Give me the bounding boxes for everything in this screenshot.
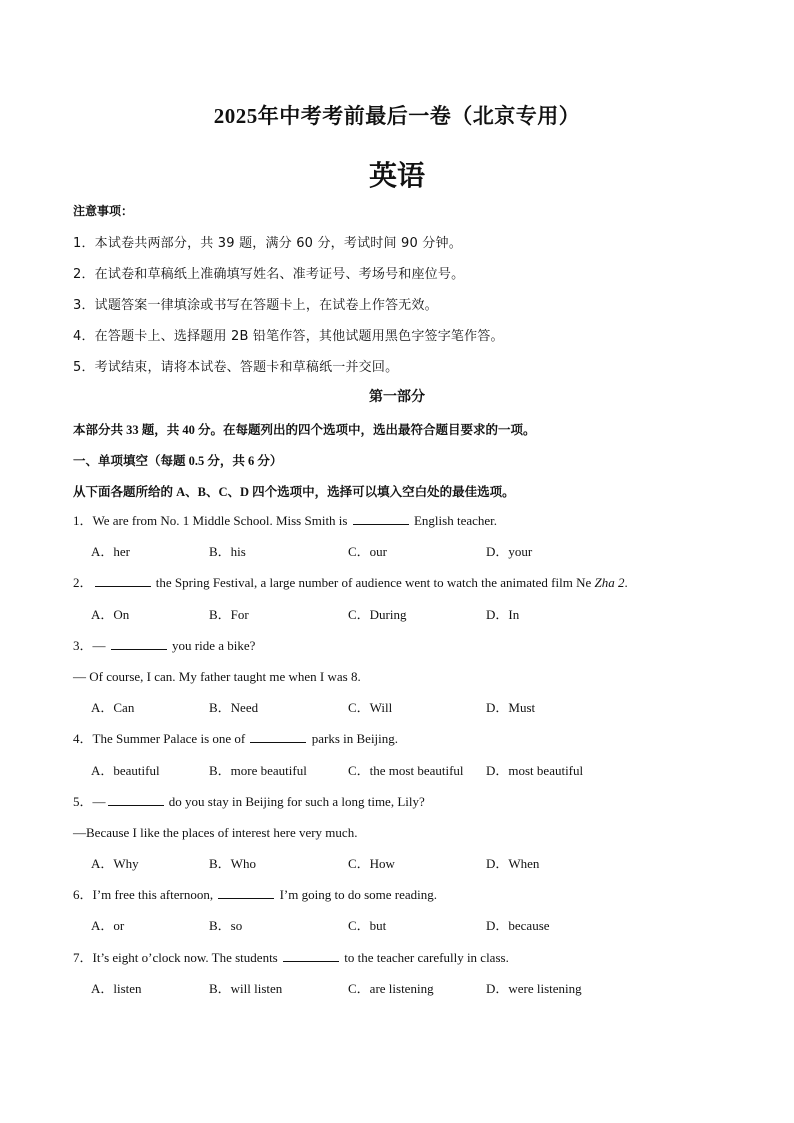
option-c: C．How <box>348 856 395 872</box>
option-c: C．our <box>348 544 388 560</box>
option-a: A．On <box>91 606 130 622</box>
answer-blank <box>250 730 306 743</box>
notice-item: 1．本试卷共两部分，共 39 题，满分 60 分，考试时间 90 分钟。 <box>73 236 462 251</box>
option-c: C．the most beautiful <box>348 762 464 778</box>
question-5 <box>73 793 733 824</box>
option-a: A．Can <box>91 700 135 716</box>
options-row <box>73 606 733 637</box>
question-number: 2． <box>73 575 93 591</box>
option-c: C．but <box>348 918 387 934</box>
dialogue-reply: — Of course, I can. My father taught me when I was 8. <box>73 668 361 684</box>
question-text-after: English teacher. <box>413 513 498 528</box>
option-b: B．will listen <box>209 980 283 996</box>
question-text-before: — <box>92 637 106 653</box>
options-row <box>73 699 733 730</box>
option-b: B．Need <box>209 700 259 716</box>
question-text-after: I’m going to do some reading. <box>279 887 437 903</box>
option-d: D．When <box>486 856 540 872</box>
notice-item: 4．在答题卡上、选择题用 2B 铅笔作答，其他试题用黑色字签字笔作答。 <box>73 329 504 344</box>
part-title: 第一部分 <box>369 390 425 405</box>
question-text-after: to the teacher carefully in class. <box>344 949 509 965</box>
question-3 <box>73 637 733 668</box>
option-c: C．are listening <box>348 980 434 996</box>
section-title: 一、单项填空（每题 0.5 分，共 6 分） <box>73 454 283 468</box>
option-a: A．Why <box>91 856 139 872</box>
option-b: B．more beautiful <box>209 762 307 778</box>
notice-heading: 注意事项： <box>73 204 134 218</box>
question-2 <box>73 574 733 605</box>
question-text-tail: . <box>624 575 628 591</box>
question-text-after: the Spring Festival, a large number of audience went to watch the animated film Ne <box>155 575 592 591</box>
option-a: A．her <box>91 544 130 560</box>
question-number: 6． <box>73 887 93 903</box>
answer-blank <box>218 886 274 899</box>
answer-blank <box>108 793 164 806</box>
film-title-italic: Zha 2 <box>594 575 625 591</box>
section-instruction: 从下面各题所给的 A、B、C、D 四个选项中，选择可以填入空白处的最佳选项。 <box>73 485 515 499</box>
options-row <box>73 980 733 1011</box>
question-text-before: — <box>92 793 106 809</box>
option-d: D．In <box>486 606 520 622</box>
answer-blank <box>353 512 409 525</box>
question-number: 5． <box>73 793 93 809</box>
option-d: D．most beautiful <box>486 762 584 778</box>
question-number: 3． <box>73 637 93 653</box>
dialogue-reply: —Because I like the places of interest here very much. <box>73 824 358 840</box>
notice-item: 2．在试卷和草稿纸上准确填写姓名、准考证号、考场号和座位号。 <box>73 267 465 282</box>
option-b: B．Who <box>209 856 256 872</box>
question-7 <box>73 949 733 980</box>
exam-title: 2025年中考考前最后一卷（北京专用） <box>213 104 581 128</box>
question-text-before: It’s eight o’clock now. The students <box>92 949 278 965</box>
option-a: A．or <box>91 918 125 934</box>
option-d: D．your <box>486 544 533 560</box>
question-1 <box>73 512 733 543</box>
part-description: 本部分共 33 题，共 40 分。在每题列出的四个选项中，选出最符合题目要求的一项。 <box>73 423 536 437</box>
options-row <box>73 917 733 948</box>
question-number: 4． <box>73 731 93 747</box>
answer-blank <box>283 949 339 962</box>
option-b: B．his <box>209 544 246 560</box>
question-text-after: parks in Beijing. <box>311 731 399 747</box>
notice-item: 3．试题答案一律填涂或书写在答题卡上，在试卷上作答无效。 <box>73 298 438 313</box>
option-a: A．listen <box>91 980 142 996</box>
answer-blank <box>95 574 151 587</box>
answer-blank <box>111 637 167 650</box>
question-4 <box>73 730 733 761</box>
options-row <box>73 855 733 886</box>
question-text-after: you ride a bike? <box>172 637 256 653</box>
subject-title: 英语 <box>368 161 425 192</box>
option-d: D．were listening <box>486 980 582 996</box>
question-number: 1． <box>73 513 93 528</box>
option-b: B．so <box>209 918 243 934</box>
question-list <box>73 512 733 1011</box>
options-row <box>73 762 733 793</box>
question-number: 7． <box>73 949 93 965</box>
question-text-before: The Summer Palace is one of <box>92 731 246 747</box>
notice-list <box>73 232 504 387</box>
question-6 <box>73 886 733 917</box>
option-d: D．Must <box>486 700 536 716</box>
notice-item: 5．考试结束，请将本试卷、答题卡和草稿纸一并交回。 <box>73 360 399 375</box>
question-text-before: We are from No. 1 Middle School. Miss Smith is <box>92 513 348 528</box>
question-text-before: I’m free this afternoon, <box>92 887 214 903</box>
option-b: B．For <box>209 606 249 622</box>
option-d: D．because <box>486 918 550 934</box>
options-row <box>73 543 733 574</box>
option-a: A．beautiful <box>91 762 160 778</box>
question-text-after: do you stay in Beijing for such a long time, Lily? <box>168 793 425 809</box>
option-c: C．Will <box>348 700 393 716</box>
option-c: C．During <box>348 606 407 622</box>
